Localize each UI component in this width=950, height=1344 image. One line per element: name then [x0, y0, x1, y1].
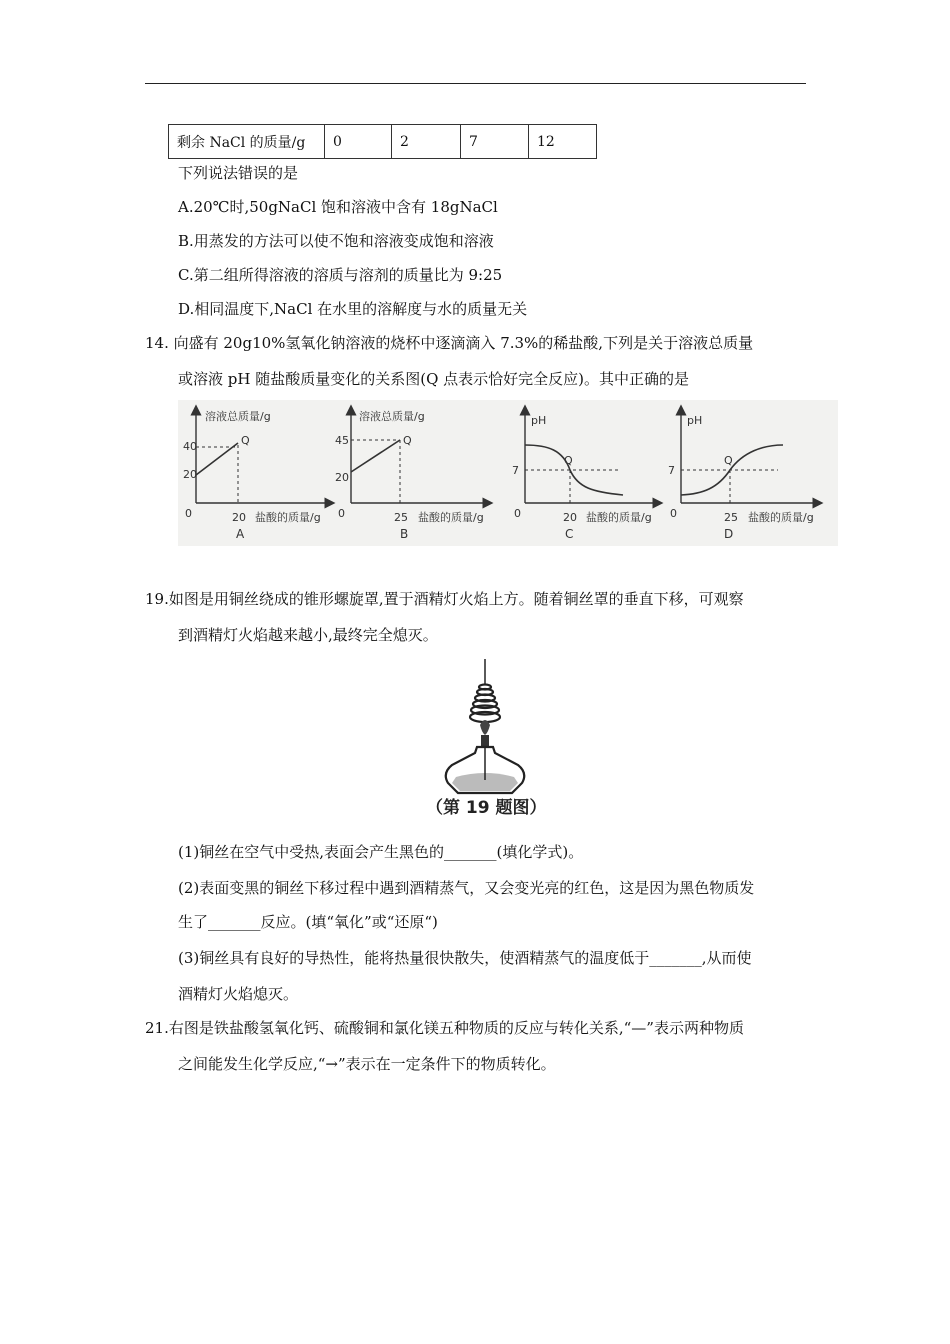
header-rule: [145, 83, 806, 84]
graph-d-xlabel: 盐酸的质量/g: [748, 511, 814, 524]
graph-b-letter: B: [400, 527, 409, 541]
graph-d-ytick: 7: [668, 464, 675, 477]
graph-c: [512, 410, 658, 541]
graph-b-origin: 0: [338, 507, 345, 520]
q13-option-c: C.第二组所得溶液的溶质与溶剂的质量比为 9:25: [178, 266, 503, 284]
graph-d-origin: 0: [670, 507, 677, 520]
graph-b: [335, 409, 488, 541]
q19-sub-3a: (3)铜丝具有良好的导热性，能将热量很快散失，使酒精蒸气的温度低于_______,从而使: [178, 949, 752, 967]
q19-sub-2b: 生了_______反应。(填“氧化”或“还原“): [178, 913, 438, 931]
q19-figure: [422, 655, 572, 817]
graph-d-xtick: 25: [724, 511, 738, 524]
q13-option-a: A.20℃时,50gNaCl 饱和溶液中含有 18gNaCl: [178, 198, 498, 216]
graph-d-q-label: Q: [724, 454, 733, 467]
q13-option-b: B.用蒸发的方法可以使不饱和溶液变成饱和溶液: [178, 232, 494, 250]
q19-line-1: 19.如图是用铜丝绕成的锥形螺旋罩,置于酒精灯火焰上方。随着铜丝罩的垂直下移，可观察: [145, 590, 744, 608]
table-cell-3: 7: [461, 125, 529, 159]
table-cell-2: 2: [392, 125, 461, 159]
graph-a-xtick: 20: [232, 511, 246, 524]
graph-a-line: [196, 443, 238, 475]
q14-line-1: 14. 向盛有 20g10%氢氧化钠溶液的烧杯中逐滴滴入 7.3%的稀盐酸,下列是关于溶液总质量: [145, 334, 754, 352]
q21-line-2: 之间能发生化学反应,“→”表示在一定条件下的物质转化。: [178, 1055, 556, 1073]
graph-a-letter: A: [236, 527, 245, 541]
graph-a-origin: 0: [185, 507, 192, 520]
graph-d-ylabel: pH: [687, 414, 703, 427]
q19-sub-2a: (2)表面变黑的铜丝下移过程中遇到酒精蒸气，又会变光亮的红色，这是因为黑色物质发: [178, 879, 755, 897]
graph-a-xlabel: 盐酸的质量/g: [255, 511, 321, 524]
graph-a: [183, 409, 330, 541]
graph-a-ytick-2: 20: [183, 468, 197, 481]
graph-a-q-label: Q: [241, 434, 250, 447]
q13-stem: 下列说法错误的是: [178, 164, 299, 182]
graph-d-letter: D: [724, 527, 734, 541]
nacl-remaining-table: [168, 124, 597, 159]
graph-c-ytick: 7: [512, 464, 519, 477]
graph-c-xlabel: 盐酸的质量/g: [586, 511, 652, 524]
graph-c-letter: C: [565, 527, 574, 541]
q14-graphs-figure: [178, 400, 838, 546]
graph-b-xtick: 25: [394, 511, 408, 524]
alcohol-lamp-illustration: [422, 655, 572, 817]
graph-b-ytick-1: 45: [335, 434, 349, 447]
graph-b-ylabel: 溶液总质量/g: [359, 410, 425, 423]
table-cell-4: 12: [529, 125, 597, 159]
q13-option-d: D.相同温度下,NaCl 在水里的溶解度与水的质量无关: [178, 300, 528, 318]
q21-line-1: 21.右图是铁盐酸氢氧化钙、硫酸铜和氯化镁五种物质的反应与转化关系,“—”表示两种物质: [145, 1019, 744, 1037]
graph-b-line: [351, 440, 400, 472]
graph-d: [668, 410, 818, 541]
graph-c-ylabel: pH: [531, 414, 547, 427]
table-row: [169, 125, 597, 159]
table-row-label: 剩余 NaCl 的质量/g: [169, 125, 325, 159]
q19-figure-caption: （第 19 题图）: [426, 798, 547, 817]
q14-graphs-svg: [178, 400, 838, 546]
graph-b-xlabel: 盐酸的质量/g: [418, 511, 484, 524]
graph-b-ytick-2: 20: [335, 471, 349, 484]
table-cell-1: 0: [325, 125, 392, 159]
graph-b-q-label: Q: [403, 434, 412, 447]
graph-c-q-label: Q: [564, 454, 573, 467]
q14-line-2: 或溶液 pH 随盐酸质量变化的关系图(Q 点表示恰好完全反应)。其中正确的是: [178, 370, 689, 388]
graph-c-origin: 0: [514, 507, 521, 520]
graph-c-xtick: 20: [563, 511, 577, 524]
graph-a-ylabel: 溶液总质量/g: [205, 410, 271, 423]
q19-sub-3b: 酒精灯火焰熄灭。: [178, 985, 299, 1003]
q19-line-2: 到酒精灯火焰越来越小,最终完全熄灭。: [178, 626, 438, 644]
graph-a-ytick-1: 40: [183, 440, 197, 453]
q19-sub-1: (1)铜丝在空气中受热,表面会产生黑色的_______(填化学式)。: [178, 843, 584, 861]
